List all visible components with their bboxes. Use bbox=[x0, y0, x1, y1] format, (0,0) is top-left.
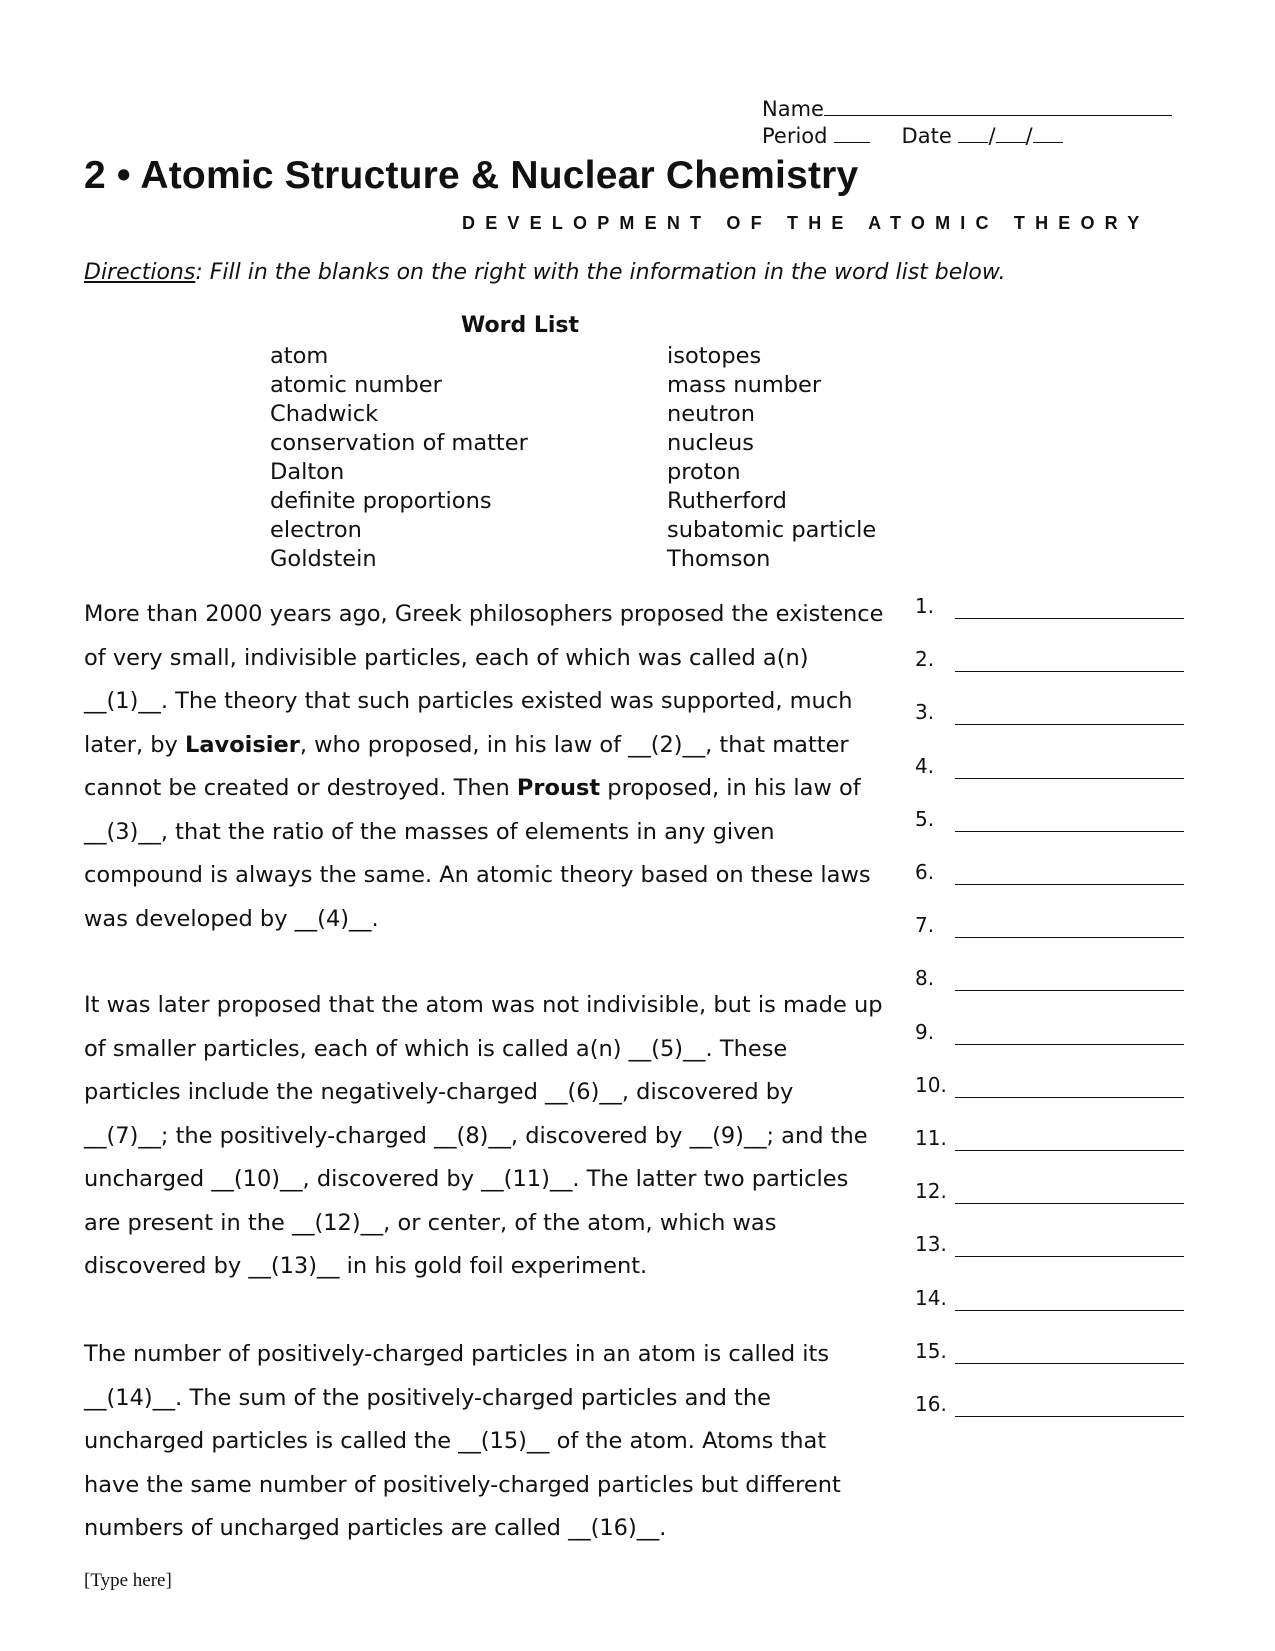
text-run: cannot be created or destroyed. Then bbox=[84, 775, 517, 801]
date-separator: / bbox=[1025, 124, 1033, 148]
word-list-title: Word List bbox=[461, 313, 580, 338]
paragraph-line: It was later proposed that the atom was not indivisible, but is made up bbox=[84, 992, 883, 1018]
text-run: later, by bbox=[84, 731, 186, 758]
answer-row bbox=[915, 700, 1185, 730]
answer-row bbox=[915, 1126, 1185, 1156]
answer-number: 3. bbox=[915, 700, 935, 724]
student-info-fields bbox=[762, 96, 1172, 150]
answer-number: 8. bbox=[915, 966, 935, 990]
word-list-item: isotopes bbox=[667, 343, 762, 369]
word-list-item: neutron bbox=[667, 401, 755, 427]
word-list-item: Rutherford bbox=[667, 488, 787, 514]
answer-field[interactable] bbox=[955, 937, 1184, 938]
answer-number: 10. bbox=[915, 1073, 947, 1097]
name-label: Name bbox=[762, 97, 824, 121]
answer-field[interactable] bbox=[955, 1363, 1184, 1364]
answer-row bbox=[915, 860, 1185, 890]
answer-number: 4. bbox=[915, 754, 935, 778]
answer-row bbox=[915, 966, 1185, 996]
paragraph-line: __(7)__; the positively-charged __(8)__, discovered by __(9)__; and the bbox=[84, 1122, 868, 1149]
paragraph-line: was developed by __(4)__. bbox=[84, 905, 379, 932]
word-list-item: proton bbox=[667, 459, 741, 485]
answer-row bbox=[915, 1232, 1185, 1262]
date-day-field[interactable] bbox=[996, 123, 1026, 143]
word-list-item: electron bbox=[270, 517, 362, 543]
word-list-item: definite proportions bbox=[270, 488, 492, 514]
text-run: , who proposed, in his law of __(2)__, that matter bbox=[299, 731, 849, 758]
paragraph-3 bbox=[84, 1333, 904, 1551]
answer-field[interactable] bbox=[955, 831, 1184, 832]
answer-row bbox=[915, 594, 1185, 624]
answer-field[interactable] bbox=[955, 1310, 1184, 1311]
answer-row bbox=[915, 913, 1185, 943]
answer-field[interactable] bbox=[955, 1256, 1184, 1257]
date-separator: / bbox=[988, 124, 996, 148]
directions-text: : Fill in the blanks on the right with the information in the word list below. bbox=[195, 260, 1006, 285]
answer-row bbox=[915, 1179, 1185, 1209]
paragraph-line bbox=[84, 724, 904, 768]
name-row bbox=[762, 96, 1172, 123]
paragraph-line: More than 2000 years ago, Greek philosophers proposed the existence bbox=[84, 601, 884, 627]
answer-field[interactable] bbox=[955, 1203, 1184, 1204]
answer-field[interactable] bbox=[955, 1044, 1184, 1045]
paragraph-line: uncharged __(10)__, discovered by __(11)__. The latter two particles bbox=[84, 1166, 849, 1192]
paragraph-2 bbox=[84, 984, 904, 1289]
answer-field[interactable] bbox=[955, 1097, 1184, 1098]
word-list-item: atomic number bbox=[270, 372, 442, 398]
answer-row bbox=[915, 1392, 1185, 1422]
answer-number: 15. bbox=[915, 1339, 947, 1363]
answer-number: 12. bbox=[915, 1179, 947, 1203]
lavoisier-name: Lavoisier bbox=[185, 731, 300, 758]
paragraph-line: particles include the negatively-charged __(6)__, discovered by bbox=[84, 1079, 794, 1105]
answer-row bbox=[915, 807, 1185, 837]
answer-field[interactable] bbox=[955, 671, 1184, 672]
footer-placeholder: [Type here] bbox=[84, 1570, 172, 1591]
word-list-item: conservation of matter bbox=[270, 430, 528, 456]
worksheet-title: 2 • Atomic Structure & Nuclear Chemistry bbox=[84, 154, 859, 197]
paragraph-line: are present in the __(12)__, or center, of the atom, which was bbox=[84, 1209, 777, 1236]
paragraph-line: compound is always the same. An atomic theory based on these laws bbox=[84, 862, 871, 888]
paragraph-line: __(3)__, that the ratio of the masses of elements in any given bbox=[84, 818, 775, 845]
word-list-item: atom bbox=[270, 343, 329, 369]
word-list-item: Dalton bbox=[270, 459, 345, 485]
answer-row bbox=[915, 1020, 1185, 1050]
answer-field[interactable] bbox=[955, 724, 1184, 725]
paragraph-line: of smaller particles, each of which is called a(n) __(5)__. These bbox=[84, 1035, 788, 1062]
text-run: proposed, in his law of bbox=[600, 775, 861, 801]
date-month-field[interactable] bbox=[958, 123, 988, 143]
answer-number: 7. bbox=[915, 913, 935, 937]
name-field[interactable] bbox=[824, 96, 1172, 116]
paragraph-line: numbers of uncharged particles are called __(16)__. bbox=[84, 1515, 667, 1541]
answer-number: 16. bbox=[915, 1392, 947, 1416]
paragraph-line: __(14)__. The sum of the positively-charged particles and the bbox=[84, 1384, 771, 1411]
paragraph-line: have the same number of positively-charged particles but different bbox=[84, 1471, 841, 1498]
word-list-right-column bbox=[667, 342, 876, 574]
date-label: Date bbox=[901, 124, 952, 148]
answer-number: 9. bbox=[915, 1020, 935, 1044]
word-list-item: Goldstein bbox=[270, 546, 377, 572]
answer-number: 13. bbox=[915, 1232, 947, 1256]
paragraph-line: discovered by __(13)__ in his gold foil experiment. bbox=[84, 1253, 648, 1279]
answer-row bbox=[915, 1286, 1185, 1316]
word-list-item: Thomson bbox=[667, 546, 771, 572]
answer-field[interactable] bbox=[955, 778, 1184, 779]
answer-row bbox=[915, 754, 1185, 784]
paragraph-line: __(1)__. The theory that such particles existed was supported, much bbox=[84, 688, 853, 714]
answer-number: 11. bbox=[915, 1126, 947, 1150]
answer-row bbox=[915, 647, 1185, 677]
paragraph-line: uncharged particles is called the __(15)__ of the atom. Atoms that bbox=[84, 1428, 827, 1454]
answer-number: 6. bbox=[915, 860, 935, 884]
answer-row bbox=[915, 1073, 1185, 1103]
answer-field[interactable] bbox=[955, 884, 1184, 885]
answer-number: 2. bbox=[915, 647, 935, 671]
period-label: Period bbox=[762, 124, 828, 148]
answer-field[interactable] bbox=[955, 1150, 1184, 1151]
date-year-field[interactable] bbox=[1033, 123, 1063, 143]
answer-row bbox=[915, 1339, 1185, 1369]
word-list-item: Chadwick bbox=[270, 401, 379, 427]
answer-number: 1. bbox=[915, 594, 935, 618]
word-list-left-column bbox=[270, 342, 528, 574]
directions bbox=[84, 260, 1005, 285]
period-field[interactable] bbox=[834, 123, 870, 143]
directions-label: Directions bbox=[84, 260, 196, 285]
period-date-row bbox=[762, 123, 1172, 150]
paragraph-line: The number of positively-charged particles in an atom is called its bbox=[84, 1341, 830, 1367]
paragraph-line bbox=[84, 767, 904, 811]
word-list-item: mass number bbox=[667, 372, 822, 398]
proust-name: Proust bbox=[516, 775, 601, 801]
paragraph-1 bbox=[84, 593, 904, 941]
paragraph-line: of very small, indivisible particles, each of which was called a(n) bbox=[84, 644, 809, 671]
answer-field[interactable] bbox=[955, 618, 1184, 619]
answer-number: 5. bbox=[915, 807, 935, 831]
answer-number: 14. bbox=[915, 1286, 947, 1310]
answer-field[interactable] bbox=[955, 1416, 1184, 1417]
worksheet-subtitle: DEVELOPMENT OF THE ATOMIC THEORY bbox=[462, 213, 1150, 233]
answer-field[interactable] bbox=[955, 990, 1184, 991]
word-list-item: subatomic particle bbox=[667, 517, 877, 543]
word-list-item: nucleus bbox=[667, 430, 754, 456]
